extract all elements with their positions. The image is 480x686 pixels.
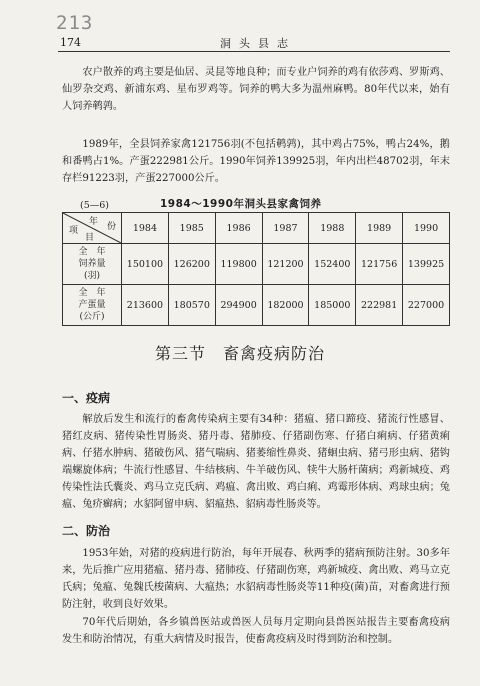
year-header: 1989 (356, 213, 403, 244)
row-label-line: 全 年 (78, 288, 106, 298)
row-label-line: 饲养量 (78, 259, 106, 269)
corner-label-year: 年 (89, 217, 99, 227)
year-header: 1987 (262, 213, 309, 244)
row-label (63, 285, 122, 326)
table-cell: 139925 (403, 244, 450, 285)
section-title: 第三节 畜禽疫病防治 (154, 344, 325, 363)
table-cell: 294900 (215, 285, 262, 326)
paragraph-reporting: 70年代后期始，各乡镇兽医站或兽医人员每月定期向县兽医站报告主要畜禽疫病发生和防治情况，有重大病情及时报告，使畜禽疫病及时得到防治和控制。 (62, 617, 450, 645)
table-cell: 126200 (168, 244, 215, 285)
table-row (63, 285, 450, 326)
table-cell: 119800 (215, 244, 262, 285)
handwritten-page-number: 213 (56, 12, 94, 34)
table-title: 1984～1990年洞头县家禽饲养 (160, 198, 322, 210)
row-label (63, 244, 122, 285)
year-header: 1986 (215, 213, 262, 244)
table-row (63, 244, 450, 285)
table-cell: 150100 (122, 244, 169, 285)
table-cell: 121200 (262, 244, 309, 285)
paragraph-diseases: 解放后发生和流行的畜禽传染病主要有34种：猪瘟、猪口蹄疫、猪流行性感冒、猪红皮病、猪传染性胃肠炎、猪丹毒、猪肺疫、仔猪副伤寒、仔猪白痢病、仔猪黄痢病、仔猪水肿病、猪破伤风、猪气喘病、猪萎缩性鼻炎、猪蛔虫病、猪弓形虫病、猪钩端螺旋体病；牛流行性感冒、牛结核病、牛羊破伤风、犊牛大肠杆菌病；鸡新城疫、鸡传染性法氏囊炎、鸡马立克氏病、鸡瘟、禽出败、鸡白痢、鸡霉形体病、鸡球虫病；兔瘟、兔疥癣病；水貂阿留申病、貂瘟热、貂病毒性肠炎等。 (62, 414, 450, 510)
row-label-line: (羽) (83, 271, 101, 281)
year-header: 1988 (309, 213, 356, 244)
table-cell: 180570 (168, 285, 215, 326)
table-cell: 185000 (309, 285, 356, 326)
table-cell: 213600 (122, 285, 169, 326)
table-corner-cell (63, 213, 122, 244)
subsection-title-prevention: 二、防治 (62, 524, 111, 538)
table-header-row (63, 213, 450, 244)
row-label-line: (公斤) (79, 312, 105, 322)
year-header: 1990 (403, 213, 450, 244)
year-header: 1984 (122, 213, 169, 244)
table-cell: 222981 (356, 285, 403, 326)
table-cell: 227000 (403, 285, 450, 326)
page-number: 174 (60, 36, 81, 49)
table-cell: 121756 (356, 244, 403, 285)
running-title: 洞头县志 (220, 37, 296, 50)
paragraph-breeds: 农户散养的鸡主要是仙居、灵昆等地良种；而专业户饲养的鸡有依莎鸡、罗斯鸡、仙罗杂交鸡、新浦东鸡、星布罗鸡等。饲养的鸭大多为温州麻鸭。80年代以来，始有人饲养鹌鹑。 (62, 67, 450, 112)
row-label-line: 产蛋量 (78, 300, 106, 310)
subsection-title-diseases: 一、疫病 (62, 391, 111, 405)
corner-label-part: 份 (107, 222, 117, 232)
corner-label-mu: 目 (85, 233, 95, 243)
table-number: (5—6) (80, 200, 110, 211)
table-cell: 152400 (309, 244, 356, 285)
paragraph-prevention: 1953年始，对猪的疫病进行防治，每年开展春、秋两季的猪病预防注射。30多年来，先后推广应用猪瘟、猪丹毒、猪肺疫、仔猪副伤寒，鸡新城疫、禽出败、鸡马立克氏病；兔瘟、兔魏氏梭菌病、大瘟热；水貂病毒性肠炎等11种疫(菌)苗，对畜禽进行预防注射，收到良好效果。 (62, 548, 450, 610)
table-cell: 182000 (262, 285, 309, 326)
corner-label-item: 项 (69, 226, 79, 236)
paragraph-1989-stats: 1989年，全县饲养家禽121756羽(不包括鹌鹑)，其中鸡占75%，鸭占24%，鹅和番鸭占1%。产蛋222981公斤。1990年饲养139925羽，年内出栏48702羽，年末存栏91223羽，产蛋227000公斤。 (62, 139, 450, 184)
year-header: 1985 (168, 213, 215, 244)
row-label-line: 全 年 (78, 247, 106, 257)
header-rule (58, 51, 450, 52)
poultry-table (62, 212, 450, 326)
